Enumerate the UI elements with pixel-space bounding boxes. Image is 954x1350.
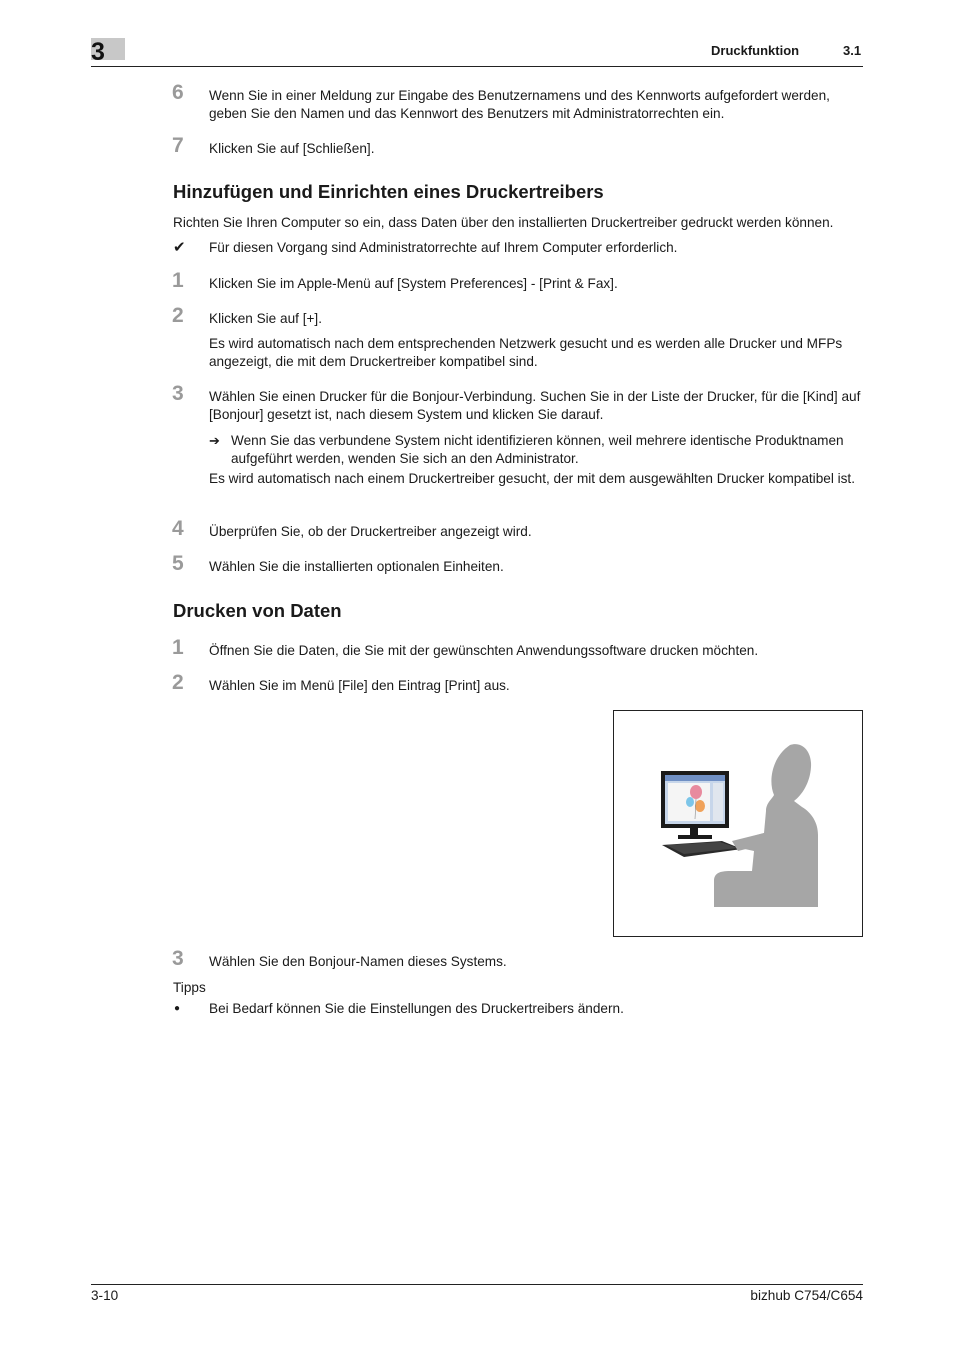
step-number: 2 [172,671,184,694]
step-number: 6 [172,81,184,104]
bullet-icon: ● [174,1003,181,1014]
prerequisite-text: Für diesen Vorgang sind Administratorrechte auf Ihrem Computer erforderlich. [209,240,678,255]
step-text: Überprüfen Sie, ob der Druckertreiber angezeigt wird. [209,524,532,539]
footer-divider [91,1284,863,1285]
section-intro: Richten Sie Ihren Computer so ein, dass Daten über den installierten Druckertreiber gedruckt werden können. [173,215,834,230]
product-name: bizhub C754/C654 [750,1288,863,1303]
step-text: Öffnen Sie die Daten, die Sie mit der gewünschten Anwendungssoftware drucken möchten. [209,643,759,658]
step-number: 7 [172,134,184,157]
step-text: Klicken Sie im Apple-Menü auf [System Preferences] - [Print & Fax]. [209,276,618,291]
step-number: 3 [172,947,184,970]
chapter-number: 3 [91,38,105,66]
step-number: 3 [172,382,184,405]
page-number: 3-10 [91,1288,119,1303]
illustration-user-at-computer [613,710,863,937]
step-hint: Wenn Sie das verbundene System nicht identifizieren können, weil mehrere identische Produktnamen aufgeführt werden, wenden Sie sich an den Administrator. [231,433,844,466]
header-title: Druckfunktion [711,43,800,58]
step-number: 2 [172,304,184,327]
step-text: Wählen Sie die installierten optionalen Einheiten. [209,559,504,574]
step-text: Wählen Sie im Menü [File] den Eintrag [Print] aus. [209,678,510,693]
header-divider [91,66,863,67]
checkmark-icon: ✔ [173,239,186,256]
step-text: Wählen Sie einen Drucker für die Bonjour-Verbindung. Suchen Sie in der Liste der Drucker, für die [Kind] auf [Bonjour] gesetzt ist, nach diesem System und klicken Sie darauf. [209,389,861,422]
step-text: Wählen Sie den Bonjour-Namen dieses Systems. [209,954,507,969]
section-heading: Drucken von Daten [173,600,342,621]
step-text: Wenn Sie in einer Meldung zur Eingabe des Benutzernamens und des Kennworts aufgefordert werden, geben Sie den Namen und das Kennwort des Benutzers mit Administratorrechten ein. [209,88,830,121]
step-number: 5 [172,552,184,575]
header-section-number: 3.1 [843,43,862,58]
step-text: Klicken Sie auf [Schließen]. [209,141,375,156]
step-note: Es wird automatisch nach einem Druckertreiber gesucht, der mit dem ausgewählten Drucker kompatibel ist. [209,471,855,486]
tips-label: Tipps [173,980,206,995]
person-at-computer-icon [614,711,862,936]
step-note: Es wird automatisch nach dem entsprechenden Netzwerk gesucht und es werden alle Drucker und MFPs angezeigt, die mit dem Druckertreiber kompatibel sind. [209,336,843,369]
arrow-right-icon: ➔ [209,433,220,448]
step-text: Klicken Sie auf [+]. [209,311,322,326]
step-number: 1 [172,636,184,659]
step-number: 1 [172,269,184,292]
step-number: 4 [172,517,184,540]
tip-text: Bei Bedarf können Sie die Einstellungen des Druckertreibers ändern. [209,1001,624,1016]
section-heading: Hinzufügen und Einrichten eines Druckertreibers [173,181,604,202]
